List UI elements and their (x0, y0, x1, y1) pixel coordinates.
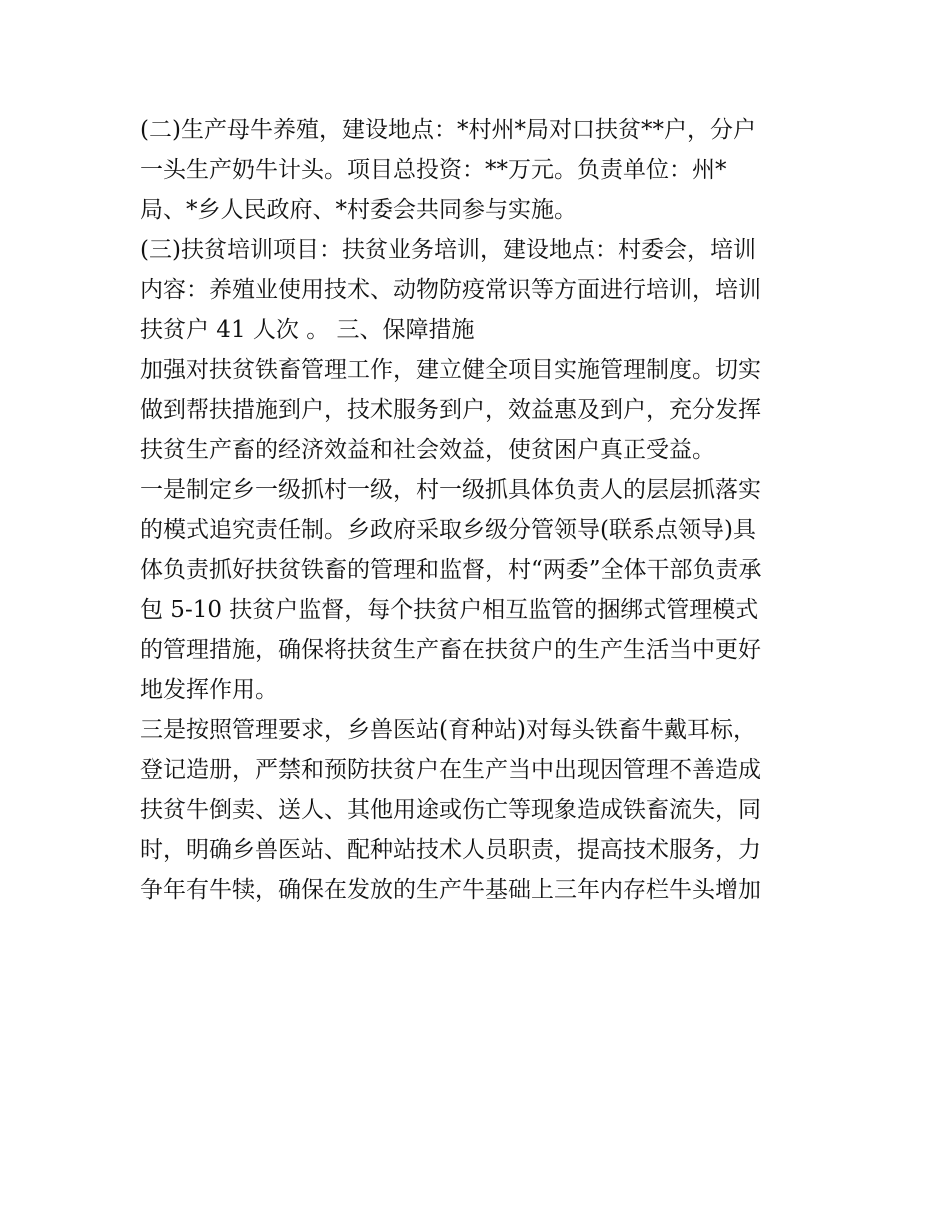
text-line: 扶贫生产畜的经济效益和社会效益，使贫困户真正受益。 (140, 437, 715, 463)
text-line: 体负责抓好扶贫铁畜的管理和监督，村“两委”全体干部负责承 (140, 557, 762, 583)
text-line: 登记造册，严禁和预防扶贫户在生产当中出现因管理不善造成 (140, 757, 761, 783)
text-line: (三)扶贫培训项目：扶贫业务培训，建设地点：村委会，培训 (140, 237, 756, 263)
text-line: 一是制定乡一级抓村一级，村一级抓具体负责人的层层抓落实 (140, 477, 761, 503)
text-line: 扶贫牛倒卖、送人、其他用途或伤亡等现象造成铁畜流失，同 (140, 797, 761, 823)
text-line: 包 5-10 扶贫户监督，每个扶贫户相互监管的捆绑式管理模式 (140, 597, 759, 623)
text-line: 一头生产奶牛计头。项目总投资：**万元。负责单位：州* (140, 157, 727, 183)
text-line: 的管理措施，确保将扶贫生产畜在扶贫户的生产生活当中更好 (140, 637, 761, 663)
text-line: 内容：养殖业使用技术、动物防疫常识等方面进行培训，培训 (140, 277, 761, 303)
document-body (140, 110, 820, 910)
text-line: 的模式追究责任制。乡政府采取乡级分管领导(联系点领导)具 (140, 517, 756, 543)
text-line: 三是按照管理要求，乡兽医站(育种站)对每头铁畜牛戴耳标， (140, 717, 756, 743)
text-line: 地发挥作用。 (140, 677, 278, 703)
text-line: 局、*乡人民政府、*村委会共同参与实施。 (140, 197, 577, 223)
text-line: 加强对扶贫铁畜管理工作，建立健全项目实施管理制度。切实 (140, 357, 761, 383)
text-line: 时，明确乡兽医站、配种站技术人员职责，提高技术服务，力 (140, 837, 761, 863)
text-line: 争年有牛犊，确保在发放的生产牛基础上三年内存栏牛头增加 (140, 877, 761, 903)
text-line: 扶贫户 41 人次 。 三、保障措施 (140, 317, 475, 343)
text-line: (二)生产母牛养殖，建设地点：*村州*局对口扶贫**户，分户 (140, 117, 756, 143)
text-line: 做到帮扶措施到户，技术服务到户，效益惠及到户，充分发挥 (140, 397, 761, 423)
